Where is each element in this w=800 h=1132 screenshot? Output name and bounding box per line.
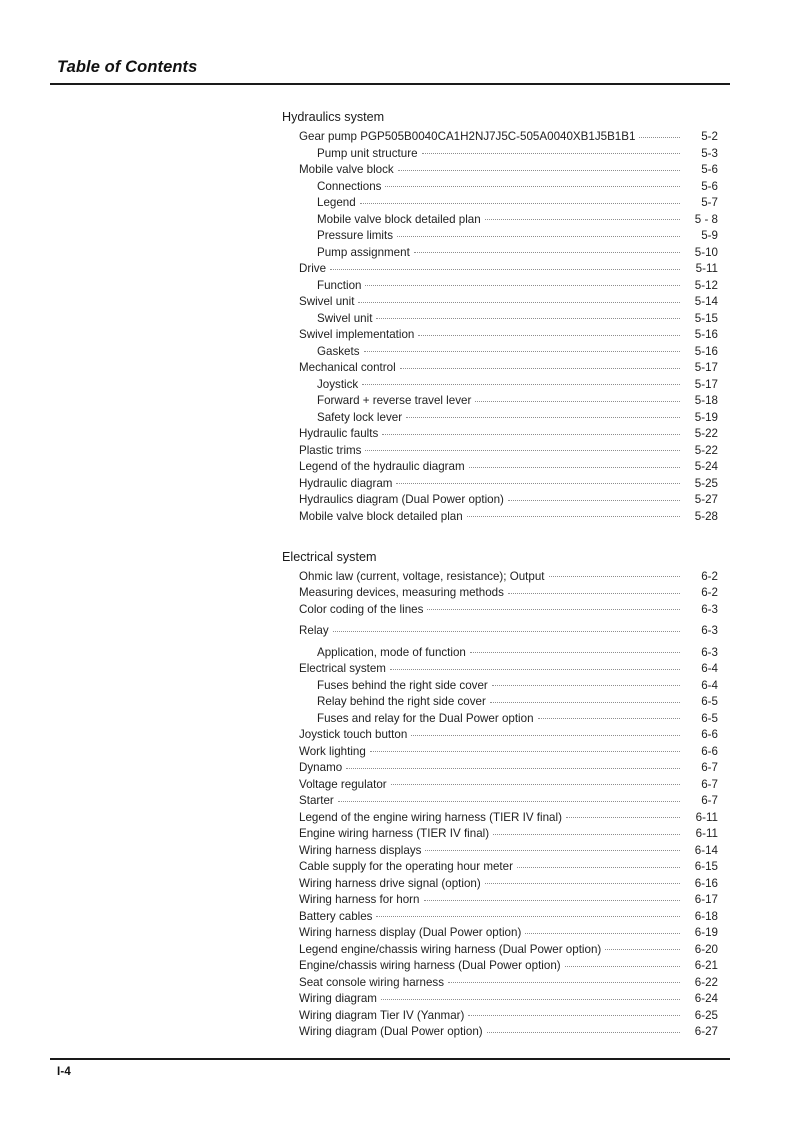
toc-entry-page-number: 5-17 (694, 377, 718, 391)
toc-entry-page-number: 5-14 (694, 295, 718, 309)
toc-dot-leader (390, 661, 680, 673)
toc-section (282, 108, 718, 525)
toc-entry[interactable] (282, 585, 718, 602)
toc-entry-page-number: 5-28 (694, 509, 718, 523)
toc-entry[interactable] (282, 974, 718, 991)
toc-dot-leader (487, 1024, 680, 1036)
toc-entry[interactable] (282, 162, 718, 179)
toc-dot-leader (330, 261, 680, 273)
toc-dot-leader (469, 459, 680, 471)
toc-entry-label: Relay (299, 624, 329, 638)
toc-entry[interactable] (282, 129, 718, 146)
toc-entry-label: Wiring diagram (Dual Power option) (299, 1025, 483, 1039)
toc-entry-label: Wiring diagram Tier IV (Yanmar) (299, 1008, 465, 1022)
toc-dot-leader (365, 277, 680, 289)
toc-entry-label: Joystick (317, 377, 359, 391)
toc-entry-page-number: 5-16 (694, 344, 718, 358)
toc-entry-label: Starter (299, 794, 334, 808)
toc-entry-page-number: 6-2 (701, 569, 718, 583)
toc-entry-page-number: 5-11 (695, 262, 718, 276)
toc-entry-label: Swivel implementation (299, 328, 415, 342)
toc-entry-list (282, 129, 718, 525)
toc-entry[interactable] (282, 244, 718, 261)
toc-dot-leader (549, 568, 681, 580)
toc-entry-page-number: 6-6 (701, 744, 718, 758)
toc-entry-page-number: 5-6 (701, 163, 718, 177)
toc-dot-leader (493, 826, 680, 838)
toc-entry[interactable] (282, 925, 718, 942)
toc-entry-page-number: 5-9 (701, 229, 718, 243)
toc-dot-leader (411, 727, 680, 739)
toc-entry-page-number: 6-2 (701, 586, 718, 600)
toc-entry-label: Relay behind the right side cover (317, 695, 486, 709)
toc-dot-leader (427, 601, 680, 613)
toc-entry-page-number: 6-3 (701, 602, 718, 616)
toc-entry-page-number: 6-16 (694, 876, 718, 890)
toc-entry-label: Ohmic law (current, voltage, resistance); Output (299, 569, 545, 583)
toc-entry-label: Voltage regulator (299, 777, 387, 791)
toc-entry-label: Swivel unit (299, 295, 355, 309)
toc-entry[interactable] (282, 661, 718, 678)
toc-dot-leader (376, 310, 680, 322)
toc-entry[interactable] (282, 475, 718, 492)
toc-dot-leader (400, 360, 680, 372)
toc-entry[interactable] (282, 694, 718, 711)
toc-entry[interactable] (282, 343, 718, 360)
toc-entry-label: Cable supply for the operating hour meter (299, 860, 513, 874)
toc-dot-leader (566, 809, 680, 821)
toc-entry[interactable] (282, 1007, 718, 1024)
toc-entry[interactable] (282, 842, 718, 859)
toc-dot-leader (508, 492, 680, 504)
toc-entry-label: Forward + reverse travel lever (317, 394, 472, 408)
toc-entry-page-number: 5-7 (701, 196, 718, 210)
toc-entry[interactable] (282, 760, 718, 777)
toc-entry-label: Engine wiring harness (TIER IV final) (299, 827, 490, 841)
header-divider (50, 83, 730, 85)
toc-dot-leader (414, 244, 680, 256)
toc-entry-label: Hydraulics diagram (Dual Power option) (299, 493, 504, 507)
toc-entry-page-number: 6-22 (694, 975, 718, 989)
toc-dot-leader (333, 623, 680, 635)
toc-entry-page-number: 6-5 (701, 711, 718, 725)
toc-entry-label: Legend (317, 196, 356, 210)
toc-entry-page-number: 6-4 (701, 662, 718, 676)
toc-dot-leader (382, 426, 680, 438)
toc-entry[interactable] (282, 991, 718, 1008)
toc-entry-page-number: 6-11 (695, 827, 718, 841)
toc-entry-page-number: 5-25 (694, 476, 718, 490)
toc-dot-leader (360, 195, 680, 207)
toc-entry-page-number: 6-7 (701, 777, 718, 791)
toc-dot-leader (370, 743, 680, 755)
toc-entry-page-number: 6-18 (694, 909, 718, 923)
toc-entry[interactable] (282, 743, 718, 760)
toc-entry-page-number: 6-17 (694, 893, 718, 907)
toc-entry-page-number: 5-12 (694, 278, 718, 292)
toc-dot-leader (485, 211, 680, 223)
toc-entry-page-number: 5-19 (694, 410, 718, 424)
toc-entry-label: Connections (317, 179, 382, 193)
page-header (50, 58, 730, 85)
toc-entry-page-number: 6-19 (694, 926, 718, 940)
toc-entry-page-number: 6-15 (694, 860, 718, 874)
toc-entry-page-number: 5-27 (694, 493, 718, 507)
toc-entry-page-number: 5-10 (694, 245, 718, 259)
toc-dot-leader (398, 162, 680, 174)
toc-dot-leader (346, 760, 680, 772)
toc-entry[interactable] (282, 508, 718, 525)
toc-entry-label: Drive (299, 262, 327, 276)
toc-entry[interactable] (282, 178, 718, 195)
toc-entry-page-number: 5-15 (694, 311, 718, 325)
toc-dot-leader (391, 776, 680, 788)
toc-entry-page-number: 5-24 (694, 460, 718, 474)
toc-section-title: Hydraulics system (282, 110, 385, 124)
toc-dot-leader (639, 129, 680, 141)
toc-dot-leader (364, 343, 680, 355)
toc-entry-label: Function (317, 278, 362, 292)
toc-dot-leader (470, 644, 680, 656)
toc-entry-label: Color coding of the lines (299, 602, 424, 616)
toc-entry[interactable] (282, 776, 718, 793)
toc-entry[interactable] (282, 859, 718, 876)
toc-entry-label: Mobile valve block detailed plan (299, 509, 463, 523)
toc-entry-label: Electrical system (299, 662, 386, 676)
toc-dot-leader (517, 859, 680, 871)
toc-dot-leader (422, 145, 680, 157)
toc-entry-label: Application, mode of function (317, 645, 466, 659)
toc-section-title: Electrical system (282, 549, 377, 564)
toc-entry-page-number: 5-6 (701, 179, 718, 193)
toc-dot-leader (425, 842, 680, 854)
toc-entry-label: Plastic trims (299, 443, 362, 457)
toc-entry[interactable] (282, 459, 718, 476)
page-footer (50, 1058, 730, 1078)
toc-entry[interactable] (282, 1024, 718, 1041)
toc-entry[interactable] (282, 958, 718, 975)
toc-dot-leader (468, 1007, 680, 1019)
toc-entry-label: Legend of the hydraulic diagram (299, 460, 465, 474)
toc-entry[interactable] (282, 892, 718, 909)
toc-entry-label: Wiring harness for horn (299, 893, 420, 907)
toc-entry[interactable] (282, 426, 718, 443)
toc-entry-label: Engine/chassis wiring harness (Dual Power option) (299, 959, 561, 973)
toc-entry[interactable] (282, 376, 718, 393)
toc-dot-leader (418, 327, 680, 339)
toc-entry-page-number: 5-18 (694, 394, 718, 408)
toc-entry-page-number: 6-5 (701, 695, 718, 709)
toc-entry[interactable] (282, 677, 718, 694)
toc-entry-page-number: 6-3 (701, 645, 718, 659)
toc-entry[interactable] (282, 623, 718, 640)
toc-entry-label: Pump unit structure (317, 146, 418, 160)
toc-entry-label: Hydraulic faults (299, 427, 379, 441)
toc-entry-page-number: 5-17 (694, 361, 718, 375)
toc-entry[interactable] (282, 793, 718, 810)
toc-entry[interactable] (282, 211, 718, 228)
toc-entry-label: Gaskets (317, 344, 360, 358)
toc-entry[interactable] (282, 277, 718, 294)
toc-entry-page-number: 5-16 (694, 328, 718, 342)
toc-dot-leader (490, 694, 680, 706)
toc-entry-page-number: 5 - 8 (694, 212, 718, 226)
toc-entry-page-number: 6-25 (694, 1008, 718, 1022)
toc-entry-label: Battery cables (299, 909, 373, 923)
toc-entry-page-number: 6-7 (701, 794, 718, 808)
toc-entry[interactable] (282, 710, 718, 727)
toc-dot-leader (406, 409, 680, 421)
toc-dot-leader (525, 925, 680, 937)
toc-entry-page-number: 6-4 (701, 678, 718, 692)
toc-entry-label: Seat console wiring harness (299, 975, 445, 989)
toc-entry-list (282, 568, 718, 1040)
toc-entry[interactable] (282, 644, 718, 661)
toc-entry-page-number: 6-7 (701, 761, 718, 775)
toc-entry-label: Wiring harness displays (299, 843, 422, 857)
toc-entry[interactable] (282, 195, 718, 212)
toc-dot-leader (538, 710, 680, 722)
toc-entry-page-number: 5-22 (694, 427, 718, 441)
toc-entry[interactable] (282, 409, 718, 426)
toc-entry[interactable] (282, 145, 718, 162)
toc-entry[interactable] (282, 360, 718, 377)
toc-dot-leader (397, 228, 680, 240)
toc-entry-label: Wiring harness drive signal (option) (299, 876, 481, 890)
toc-entry-label: Dynamo (299, 761, 343, 775)
toc-entry-page-number: 6-27 (694, 1025, 718, 1039)
toc-entry-page-number: 6-20 (694, 942, 718, 956)
toc-entry[interactable] (282, 294, 718, 311)
toc-entry[interactable] (282, 228, 718, 245)
toc-entry-label: Swivel unit (317, 311, 373, 325)
toc-dot-leader (362, 376, 680, 388)
toc-entry-page-number: 5-22 (694, 443, 718, 457)
toc-entry-label: Pump assignment (317, 245, 410, 259)
toc-entry[interactable] (282, 875, 718, 892)
toc-section (282, 548, 718, 1041)
toc-entry[interactable] (282, 327, 718, 344)
toc-entry-page-number: 6-24 (694, 992, 718, 1006)
toc-entry-page-number: 6-14 (694, 843, 718, 857)
toc-dot-leader (396, 475, 680, 487)
toc-entry-label: Mobile valve block (299, 163, 394, 177)
toc-entry-label: Fuses and relay for the Dual Power option (317, 711, 534, 725)
toc-entry-label: Joystick touch button (299, 728, 408, 742)
footer-divider (50, 1058, 730, 1060)
toc-entry[interactable] (282, 310, 718, 327)
toc-entry[interactable] (282, 442, 718, 459)
toc-entry[interactable] (282, 568, 718, 585)
toc-dot-leader (358, 294, 680, 306)
toc-entry[interactable] (282, 393, 718, 410)
toc-entry-label: Gear pump PGP505B0040CA1H2NJ7J5C-505A0040XB1J5B1B1 (299, 130, 636, 144)
toc-entry-page-number: 6-6 (701, 728, 718, 742)
toc-entry-label: Safety lock lever (317, 410, 403, 424)
toc-entry[interactable] (282, 941, 718, 958)
toc-entry-page-number: 6-11 (695, 810, 718, 824)
toc-entry-label: Legend of the engine wiring harness (TIER IV final) (299, 810, 562, 824)
toc-entry[interactable] (282, 809, 718, 826)
toc-entry-page-number: 6-3 (701, 624, 718, 638)
toc-entry-label: Work lighting (299, 744, 366, 758)
toc-dot-leader (424, 892, 681, 904)
toc-entry-label: Fuses behind the right side cover (317, 678, 488, 692)
toc-entry-label: Mechanical control (299, 361, 396, 375)
toc-entry-label: Legend engine/chassis wiring harness (Dual Power option) (299, 942, 602, 956)
toc-entry-label: Measuring devices, measuring methods (299, 586, 504, 600)
toc-entry[interactable] (282, 261, 718, 278)
toc-entry-label: Pressure limits (317, 229, 394, 243)
toc-entry[interactable] (282, 492, 718, 509)
toc-entry-page-number: 6-21 (694, 959, 718, 973)
toc-dot-leader (508, 585, 680, 597)
toc-entry-label: Wiring harness display (Dual Power option) (299, 926, 522, 940)
toc-dot-leader (605, 941, 680, 953)
toc-entry-label: Wiring diagram (299, 992, 377, 1006)
toc-dot-leader (448, 974, 680, 986)
toc-dot-leader (338, 793, 680, 805)
toc-dot-leader (376, 908, 680, 920)
toc-dot-leader (385, 178, 680, 190)
toc-dot-leader (485, 875, 680, 887)
toc-entry-label: Hydraulic diagram (299, 476, 393, 490)
toc-entry-page-number: 5-3 (701, 146, 718, 160)
footer-page-number: I-4 (57, 1066, 72, 1078)
toc-dot-leader (467, 508, 680, 520)
toc-entry[interactable] (282, 601, 718, 618)
toc-dot-leader (381, 991, 680, 1003)
toc-entry-label: Mobile valve block detailed plan (317, 212, 481, 226)
toc-dot-leader (475, 393, 680, 405)
toc-entry-page-number: 5-2 (701, 130, 718, 144)
page-title: Table of Contents (57, 58, 198, 76)
toc-dot-leader (565, 958, 680, 970)
toc-dot-leader (492, 677, 680, 689)
toc-dot-leader (365, 442, 680, 454)
toc-entry[interactable] (282, 908, 718, 925)
toc-entry[interactable] (282, 727, 718, 744)
toc-entry[interactable] (282, 826, 718, 843)
table-of-contents (282, 108, 718, 1040)
